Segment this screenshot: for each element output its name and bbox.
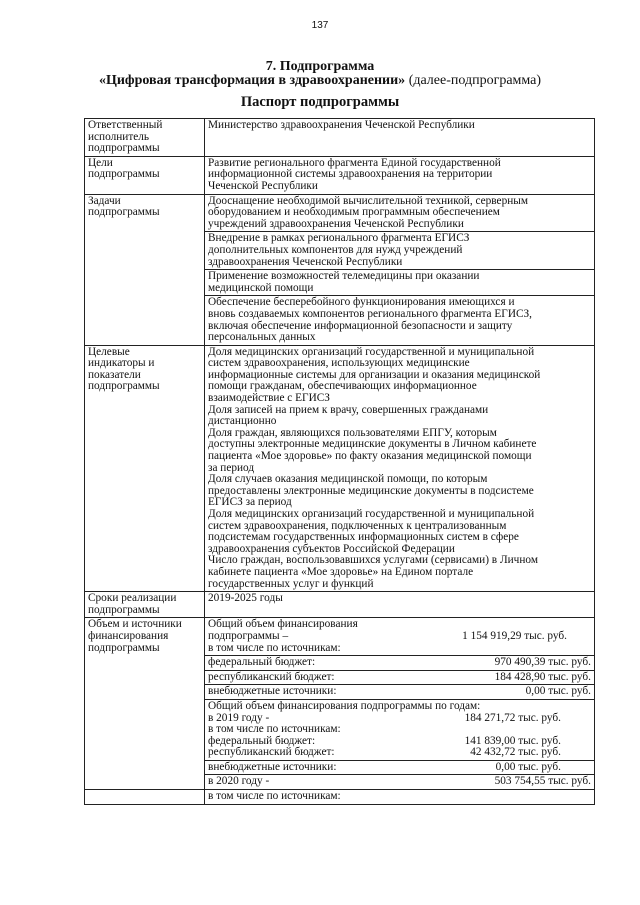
value-line: Дооснащение необходимой вычислительной техникой, серверным <box>208 194 529 207</box>
funding-2020-value: 503 754,55 тыс. руб. <box>494 775 591 788</box>
funding-2019-value: 184 271,72 тыс. руб. <box>464 711 561 724</box>
funding-2019-republic-value: 42 432,72 тыс. руб. <box>470 746 561 759</box>
label-executor <box>85 119 205 157</box>
value-line: здравоохранения субъектов Российской Федерации <box>208 542 455 555</box>
task-item-3 <box>205 270 595 296</box>
value-line: здравоохранения Чеченской Республики <box>208 255 403 268</box>
label-line: исполнитель <box>88 130 150 143</box>
passport-title: Паспорт подпрограммы <box>240 94 400 110</box>
page-number: 137 <box>311 20 329 31</box>
funding-2019 <box>205 699 595 760</box>
value-line: систем здравоохранения, использующих медицинские <box>208 357 470 370</box>
label-line: Задачи <box>88 194 121 207</box>
value-line: Внедрение в рамках регионального фрагмента ЕГИСЗ <box>208 232 470 245</box>
funding-2019-federal-value: 141 839,00 тыс. руб. <box>464 734 561 747</box>
value-terms <box>205 592 595 618</box>
value-line: учреждений здравоохранения Чеченской Республики <box>208 217 464 230</box>
table-row-executor <box>85 119 595 157</box>
funding-2019-federal-label: федеральный бюджет: <box>208 734 316 747</box>
value-indicators <box>205 345 595 591</box>
value-line: Доля случаев оказания медицинской помощи, по которым <box>208 473 488 486</box>
passport-table <box>84 118 595 805</box>
funding-2020 <box>205 775 595 790</box>
value-line: доступны электронные медицинские документы в Личном кабинете <box>208 438 537 451</box>
label-line: подпрограммы <box>88 206 160 219</box>
value-line: ЕГИСЗ за период <box>208 496 292 509</box>
value-line: оборудованием и необходимым программным обеспечением <box>208 206 500 219</box>
value-executor <box>205 119 595 157</box>
label-line: подпрограммы <box>88 641 160 654</box>
value-line: Доля граждан, являющихся пользователями ЕПГУ, которым <box>208 426 497 439</box>
funding-total-value: 1 154 919,29 тыс. руб. <box>462 629 567 642</box>
table-row-tasks <box>85 194 595 232</box>
funding-total-label: подпрограммы – <box>208 629 289 642</box>
funding-extra-label: внебюджетные источники: <box>208 685 337 698</box>
label-line: Ответственный <box>88 119 163 131</box>
value-line: подсистемам государственных информационных систем в сфере <box>208 531 519 544</box>
funding-2020-label: в 2020 году - <box>208 775 270 788</box>
value-line: пациента «Мое здоровье» по факту оказания медицинской помощи <box>208 450 532 463</box>
subprogram-name: «Цифровая трансформация в здравоохранении» <box>98 73 406 88</box>
value-line: дистанционно <box>208 415 277 428</box>
table-row-terms <box>85 592 595 618</box>
funding-federal-value: 970 490,39 тыс. руб. <box>494 656 591 669</box>
subprogram-name-title <box>0 73 640 89</box>
value-line: Министерство здравоохранения Чеченской Республики <box>208 119 475 131</box>
value-line: систем здравоохранения, подключенных к централизованным <box>208 519 507 532</box>
label-line: подпрограммы <box>88 380 160 393</box>
value-line: медицинской помощи <box>208 281 314 294</box>
table-row-funding-2020-sources <box>85 790 595 805</box>
value-line: персональных данных <box>208 331 316 344</box>
funding-2019-extra <box>205 760 595 775</box>
task-item-2 <box>205 232 595 270</box>
funding-total-title: Общий объем финансирования <box>208 618 358 631</box>
label-empty <box>85 790 205 805</box>
funding-2019-extra-label: внебюджетные источники: <box>208 760 337 773</box>
value-line: 2019-2025 годы <box>208 592 283 605</box>
table-row-indicators <box>85 345 595 591</box>
subprogram-number-title: 7. Подпрограмма <box>265 59 375 74</box>
value-line: вновь создаваемых компонентов регионального фрагмента ЕГИСЗ, <box>208 307 532 320</box>
funding-2020-by-sources: в том числе по источникам: <box>208 790 341 803</box>
value-line: Обеспечение бесперебойного функционирования имеющихся и <box>208 296 515 309</box>
label-line: Сроки реализации <box>88 592 177 605</box>
value-line: взаимодействие с ЕГИСЗ <box>208 392 330 405</box>
value-line: Число граждан, воспользовавшихся услугами (сервисами) в Личном <box>208 554 538 567</box>
funding-federal-label: федеральный бюджет: <box>208 656 316 669</box>
funding-total-line <box>208 631 591 643</box>
label-line: подпрограммы <box>88 142 160 155</box>
label-funding <box>85 618 205 790</box>
funding-by-sources: в том числе по источникам: <box>208 641 341 654</box>
funding-extra <box>205 685 595 700</box>
label-line: Целевые <box>88 345 130 358</box>
value-line: за период <box>208 461 255 474</box>
label-tasks <box>85 194 205 345</box>
label-line: финансирования <box>88 629 169 642</box>
funding-total <box>205 618 595 656</box>
table-row-goals <box>85 156 595 194</box>
label-goals <box>85 156 205 194</box>
value-line: включая обеспечение информационной безопасности и защиту <box>208 319 513 332</box>
funding-by-years-title: Общий объем финансирования подпрограммы по годам: <box>208 699 481 712</box>
funding-federal <box>205 656 595 671</box>
label-indicators <box>85 345 205 591</box>
value-line: Доля медицинских организаций государственной и муниципальной <box>208 508 535 520</box>
funding-2020-sources <box>205 790 595 805</box>
funding-republic-value: 184 428,90 тыс. руб. <box>494 670 591 683</box>
label-line: подпрограммы <box>88 168 160 181</box>
value-line: помощи гражданам, обеспечивающих информационное <box>208 380 477 393</box>
task-item-4 <box>205 296 595 345</box>
value-line: дополнительных компонентов для нужд учреждений <box>208 243 463 256</box>
table-row-funding <box>85 618 595 656</box>
funding-republic-label: республиканский бюджет: <box>208 670 335 683</box>
label-line: подпрограммы <box>88 603 160 616</box>
value-line: Чеченской Республики <box>208 179 318 192</box>
value-line: государственных услуг и функций <box>208 577 374 590</box>
label-line: Объем и источники <box>88 618 182 631</box>
value-line: Применение возможностей телемедицины при оказании <box>208 270 480 283</box>
label-terms <box>85 592 205 618</box>
label-line: индикаторы и <box>88 357 155 370</box>
value-line: кабинете пациента «Мое здоровье» на Едином портале <box>208 565 474 578</box>
value-line: информационной системы здравоохранения на территории <box>208 168 493 181</box>
task-item-1 <box>205 194 595 232</box>
value-line: информационные системы для организации и оказания медицинской <box>208 368 541 381</box>
value-goals <box>205 156 595 194</box>
funding-2019-extra-value: 0,00 тыс. руб. <box>495 760 561 773</box>
subprogram-name-suffix: (далее-подпрограмма) <box>405 73 542 88</box>
value-line: предоставлены электронные медицинские документы в подсистеме <box>208 484 534 497</box>
label-line: показатели <box>88 368 141 381</box>
funding-2019-republic-label: республиканский бюджет: <box>208 746 335 759</box>
funding-2019-label: в 2019 году - <box>208 711 270 724</box>
funding-extra-value: 0,00 тыс. руб. <box>525 685 591 698</box>
label-line: Цели <box>88 156 113 169</box>
value-line: Доля медицинских организаций государственной и муниципальной <box>208 345 535 358</box>
funding-2019-by-sources: в том числе по источникам: <box>208 723 341 736</box>
value-line: Развитие регионального фрагмента Единой государственной <box>208 156 501 169</box>
funding-republic <box>205 670 595 685</box>
value-line: Доля записей на прием к врачу, совершенных гражданами <box>208 403 489 416</box>
